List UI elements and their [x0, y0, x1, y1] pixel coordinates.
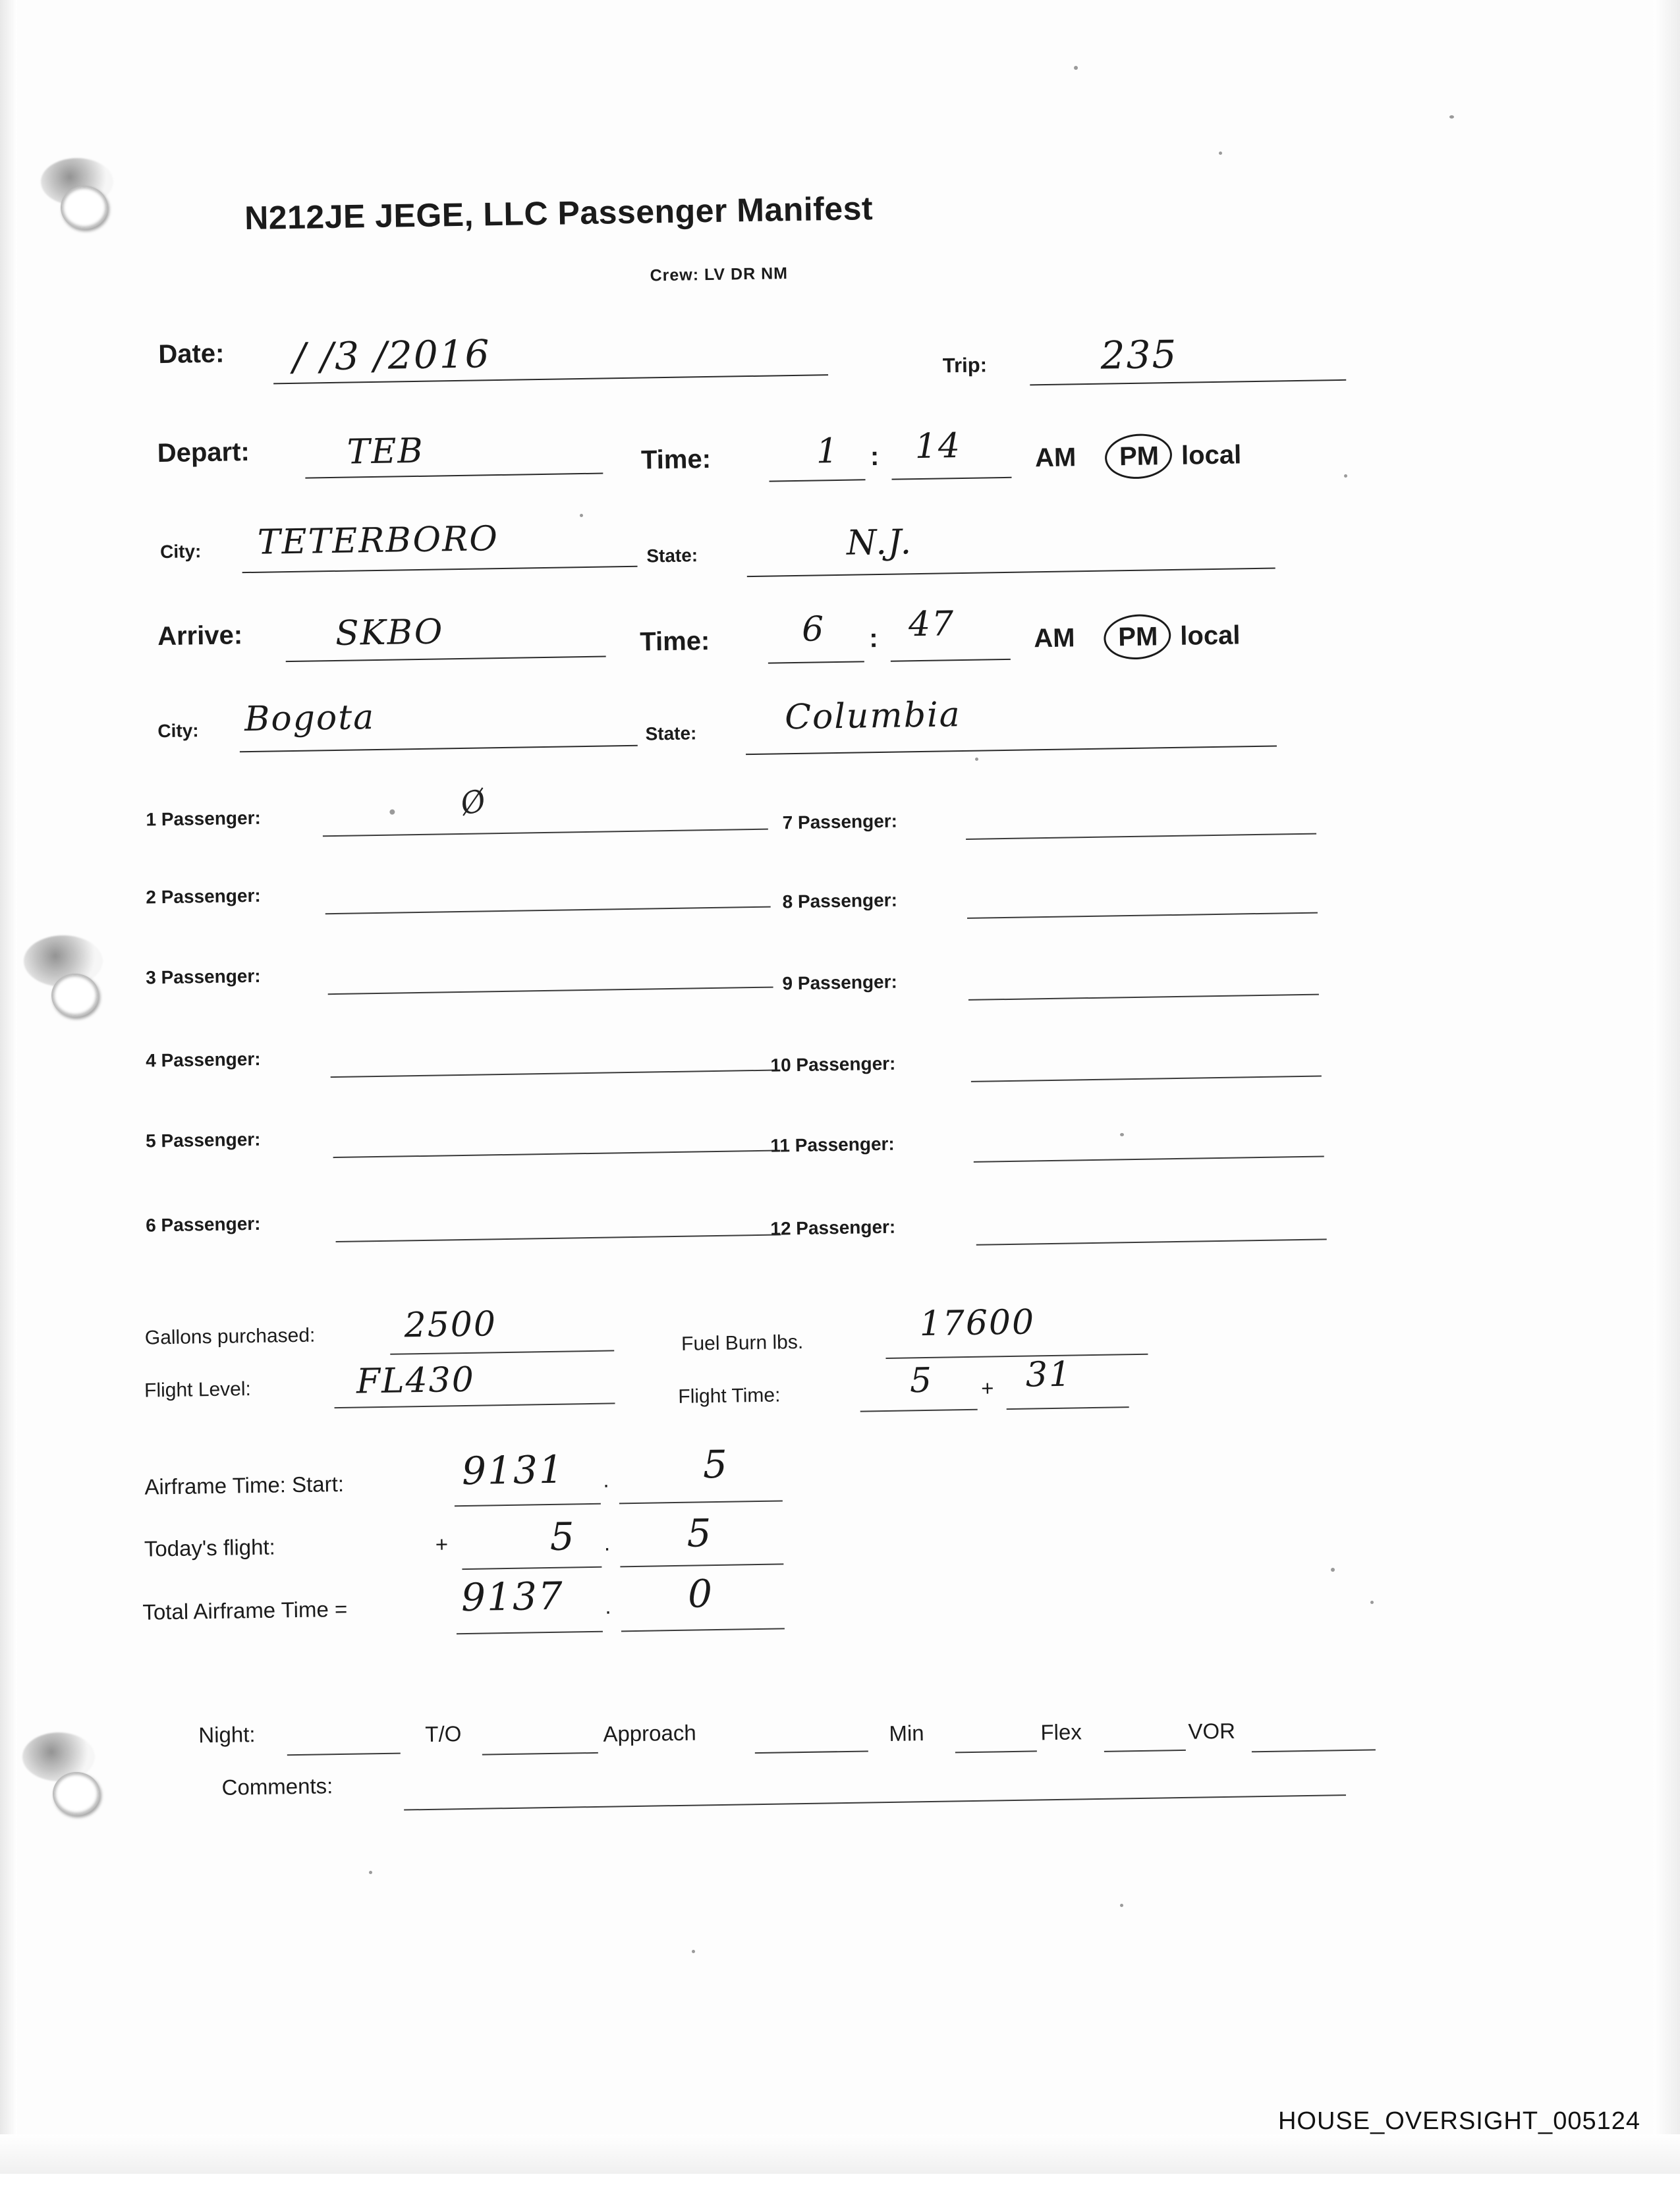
value-arrive-minute[interactable]: 47 — [908, 604, 955, 645]
passenger-6-rule — [336, 1234, 781, 1242]
arrive-city-rule — [240, 745, 638, 752]
label-flex: Flex — [1040, 1719, 1082, 1745]
value-fuel-burn[interactable]: 17600 — [919, 1302, 1036, 1344]
passenger-1-rule — [323, 829, 768, 837]
bates-stamp: HOUSE_OVERSIGHT_005124 — [1277, 2107, 1640, 2135]
todays-flight-plus: + — [435, 1532, 449, 1557]
passenger-7-rule — [966, 833, 1316, 840]
label-arrive-state: State: — [645, 723, 697, 744]
value-airframe-start-dec[interactable]: 5 — [702, 1441, 729, 1487]
todays-flight-whole-rule — [462, 1566, 602, 1570]
airframe-start-dot: . — [603, 1467, 609, 1492]
form-title: N212JE JEGE, LLC Passenger Manifest — [244, 190, 874, 237]
trip-rule — [1030, 379, 1346, 386]
label-todays-flight: Today's flight: — [144, 1534, 276, 1561]
value-depart-hour[interactable]: 1 — [816, 431, 840, 472]
value-todays-flight-whole[interactable]: 5 — [549, 1514, 576, 1559]
night-rule — [287, 1753, 401, 1756]
flight-time-minutes-rule — [1007, 1406, 1129, 1410]
label-passenger-4: 4 Passenger: — [145, 1048, 261, 1071]
fuel-burn-rule — [885, 1354, 1148, 1359]
label-depart-time: Time: — [640, 444, 712, 475]
label-to: T/O — [425, 1721, 462, 1747]
label-approach: Approach — [603, 1720, 696, 1746]
label-passenger-12: 12 Passenger: — [770, 1216, 896, 1239]
label-arrive: Arrive: — [157, 621, 243, 651]
value-flight-time-hours[interactable]: 5 — [909, 1360, 934, 1401]
arrive-state-rule — [746, 746, 1277, 756]
value-flight-time-minutes[interactable]: 31 — [1025, 1354, 1073, 1395]
label-fuel-burn: Fuel Burn lbs. — [681, 1331, 804, 1355]
value-depart[interactable]: TEB — [347, 431, 425, 472]
total-airframe-whole-rule — [457, 1631, 603, 1634]
label-passenger-7: 7 Passenger: — [782, 810, 898, 833]
gallons-purchased-rule — [390, 1350, 614, 1354]
value-trip[interactable]: 235 — [1100, 331, 1178, 378]
value-passenger-1[interactable]: Ø — [457, 782, 490, 823]
depart-time-hour-rule — [770, 479, 866, 482]
depart-state-rule — [747, 568, 1275, 578]
value-date[interactable]: / /3 /2016 — [292, 331, 491, 379]
vor-rule — [1252, 1749, 1376, 1752]
passenger-12-rule — [976, 1238, 1327, 1245]
label-arrive-time: Time: — [640, 626, 710, 657]
label-passenger-2: 2 Passenger: — [146, 885, 261, 908]
airframe-start-dec-rule — [619, 1500, 783, 1504]
value-arrive[interactable]: SKBO — [335, 612, 444, 653]
label-passenger-1: 1 Passenger: — [146, 807, 262, 830]
value-airframe-start-whole[interactable]: 9131 — [461, 1447, 565, 1494]
passenger-8-rule — [967, 912, 1318, 919]
value-depart-state[interactable]: N.J. — [846, 522, 913, 563]
label-passenger-3: 3 Passenger: — [146, 965, 261, 988]
to-rule — [482, 1752, 598, 1756]
label-depart-state: State: — [646, 545, 698, 567]
label-depart-local: local — [1181, 440, 1242, 470]
total-airframe-dec-rule — [621, 1628, 785, 1632]
label-min: Min — [889, 1721, 924, 1746]
passenger-9-rule — [968, 994, 1319, 1001]
passenger-4-rule — [331, 1070, 776, 1078]
value-arrive-state[interactable]: Columbia — [784, 695, 962, 738]
arrive-pm-circle-mark — [1102, 612, 1173, 662]
passenger-10-rule — [971, 1076, 1322, 1082]
depart-time-colon: : — [870, 441, 880, 472]
value-arrive-hour[interactable]: 6 — [801, 609, 826, 650]
label-trip: Trip: — [942, 353, 988, 377]
label-date: Date: — [158, 339, 225, 370]
depart-city-rule — [242, 566, 638, 573]
label-night: Night: — [198, 1722, 256, 1748]
arrive-time-hour-rule — [768, 661, 864, 663]
label-comments: Comments: — [221, 1773, 333, 1800]
label-arrive-local: local — [1179, 621, 1241, 651]
passenger-5-rule — [333, 1149, 779, 1158]
min-rule — [955, 1750, 1037, 1753]
value-flight-level[interactable]: FL430 — [356, 1360, 476, 1402]
passenger-3-rule — [328, 987, 773, 995]
passenger-1-ink-dot — [389, 810, 395, 815]
flex-rule — [1104, 1750, 1186, 1752]
value-depart-city[interactable]: TETERBORO — [257, 519, 499, 563]
label-depart-am[interactable]: AM — [1034, 443, 1077, 473]
arrive-time-colon: : — [868, 624, 878, 653]
label-arrive-pm[interactable]: PM — [1117, 622, 1158, 652]
value-depart-minute[interactable]: 14 — [914, 426, 962, 467]
flight-time-plus: + — [980, 1375, 994, 1400]
flight-time-hours-rule — [860, 1409, 978, 1412]
value-total-airframe-dec[interactable]: 0 — [687, 1571, 714, 1617]
label-arrive-am[interactable]: AM — [1033, 623, 1075, 653]
value-arrive-city[interactable]: Bogota — [244, 698, 376, 740]
label-total-airframe: Total Airframe Time = — [142, 1596, 348, 1624]
label-arrive-city: City: — [157, 720, 199, 742]
arrive-rule — [286, 656, 606, 663]
label-passenger-6: 6 Passenger: — [145, 1213, 261, 1236]
label-flight-level: Flight Level: — [144, 1378, 252, 1402]
label-passenger-5: 5 Passenger: — [145, 1128, 261, 1151]
arrive-time-min-rule — [891, 659, 1011, 662]
comments-rule — [404, 1794, 1346, 1810]
value-total-airframe-whole[interactable]: 9137 — [461, 1573, 565, 1620]
label-passenger-9: 9 Passenger: — [782, 971, 898, 994]
flight-level-rule — [335, 1402, 615, 1408]
airframe-start-whole-rule — [455, 1503, 601, 1507]
label-flight-time: Flight Time: — [678, 1384, 781, 1408]
label-airframe-start: Airframe Time: Start: — [144, 1471, 345, 1499]
label-passenger-8: 8 Passenger: — [782, 889, 898, 912]
passenger-11-rule — [974, 1155, 1324, 1162]
label-depart-city: City: — [159, 541, 202, 563]
approach-rule — [755, 1750, 868, 1754]
depart-time-min-rule — [892, 477, 1012, 480]
passenger-2-rule — [325, 906, 771, 915]
label-passenger-11: 11 Passenger: — [770, 1133, 895, 1156]
todays-flight-dec-rule — [620, 1563, 783, 1567]
depart-rule — [305, 473, 603, 479]
crew-line: Crew: LV DR NM — [650, 264, 789, 285]
depart-pm-circle-mark — [1103, 431, 1173, 482]
value-todays-flight-dec[interactable]: 5 — [686, 1510, 714, 1556]
total-airframe-dot: . — [605, 1593, 611, 1619]
label-depart: Depart: — [157, 437, 250, 468]
label-gallons-purchased: Gallons purchased: — [144, 1324, 316, 1349]
todays-flight-dot: . — [603, 1530, 611, 1555]
label-depart-pm[interactable]: PM — [1119, 441, 1160, 472]
label-vor: VOR — [1188, 1718, 1236, 1744]
label-passenger-10: 10 Passenger: — [770, 1053, 896, 1076]
value-gallons-purchased[interactable]: 2500 — [404, 1304, 497, 1346]
